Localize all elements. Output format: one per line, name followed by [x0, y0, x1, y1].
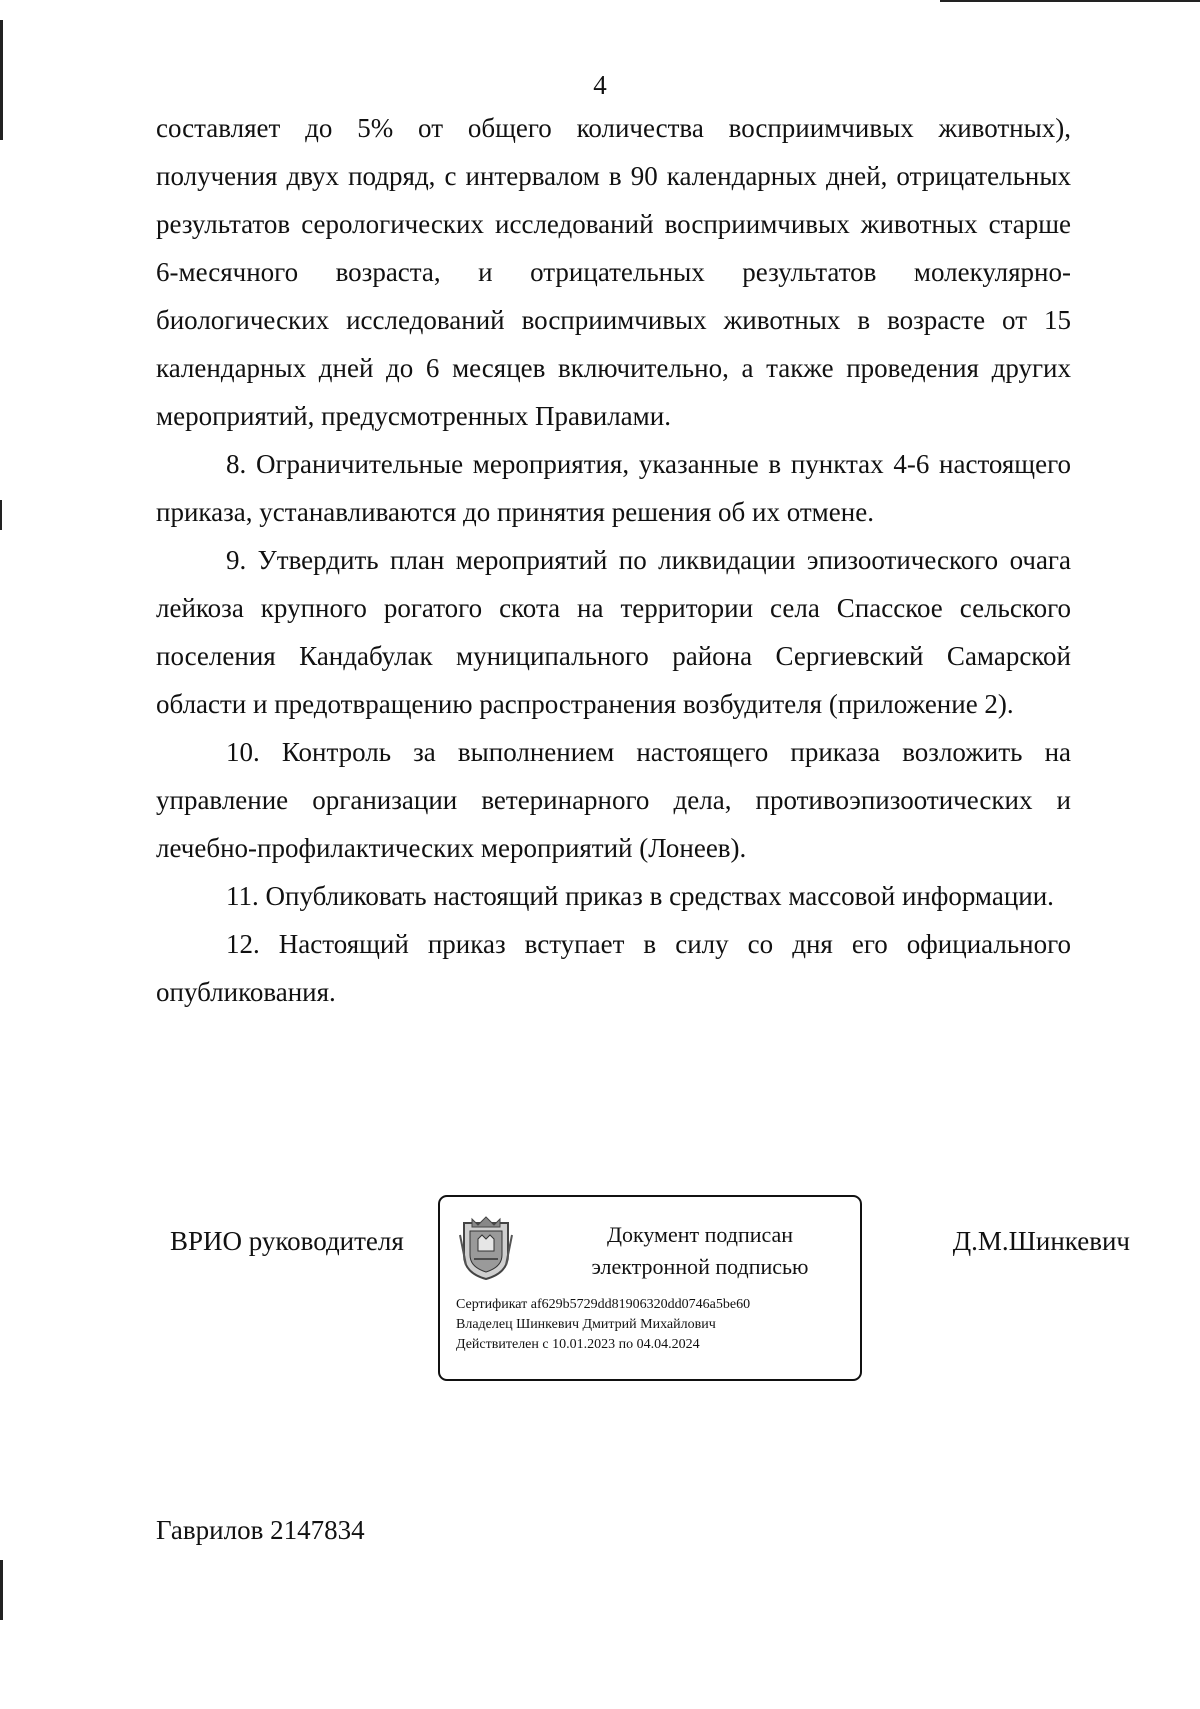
stamp-title-line-1: Документ подписан	[606, 1222, 794, 1247]
electronic-signature-stamp	[438, 1195, 862, 1381]
scan-margin-mark-bottom	[0, 1560, 3, 1620]
stamp-certificate: Сертификат af629b5729dd81906320dd0746a5be60	[456, 1297, 751, 1312]
stamp-details	[456, 1295, 750, 1355]
document-body	[156, 104, 1071, 1016]
paragraph-item-10: 10. Контроль за выполнением настоящего приказа возложить на управление организации ветеринарного дела, противоэпизоотических и лечебно-профилактических мероприятий (Лонеев).	[156, 737, 1071, 863]
paragraph-item-12: 12. Настоящий приказ вступает в силу со дня его официального опубликования.	[156, 929, 1071, 1007]
paragraph-item-11: 11. Опубликовать настоящий приказ в средствах массовой информации.	[226, 881, 1054, 911]
scan-top-edge-line	[940, 0, 1200, 2]
signatory-name: Д.М.Шинкевич	[952, 1226, 1130, 1256]
stamp-owner: Владелец Шинкевич Дмитрий Михайлович	[456, 1317, 716, 1332]
stamp-title	[550, 1219, 850, 1283]
scan-margin-mark-middle	[0, 500, 2, 530]
paragraph-item-9: 9. Утвердить план мероприятий по ликвидации эпизоотического очага лейкоза крупного рогатого скота на территории села Спасское сельского поселения Кандабулак муниципального района Сергиевский Самарской области и предотвращению распространения возбудителя (приложение 2).	[156, 545, 1071, 719]
paragraph-continuation: составляет до 5% от общего количества восприимчивых животных), получения двух подряд, с интервалом в 90 календарных дней, отрицательных результатов серологических исследований восприимчивых животных старше 6-месячного возраста, и отрицательных результатов молекулярно-биологических исследований восприимчивых животных в возрасте от 15 календарных дней до 6 месяцев включительно, а также проведения других мероприятий, предусмотренных Правилами.	[156, 113, 1071, 431]
coat-of-arms-icon	[458, 1215, 514, 1281]
signatory-position: ВРИО руководителя	[170, 1226, 404, 1256]
scan-margin-mark-top	[0, 20, 3, 140]
paragraph-item-8: 8. Ограничительные мероприятия, указанные в пунктах 4-6 настоящего приказа, устанавливаются до принятия решения об их отмене.	[156, 449, 1071, 527]
page-number: 4	[593, 70, 607, 100]
stamp-title-line-2: электронной подписью	[591, 1254, 809, 1279]
stamp-validity: Действителен с 10.01.2023 по 04.04.2024	[456, 1337, 700, 1352]
executor-contact: Гаврилов 2147834	[156, 1515, 365, 1545]
